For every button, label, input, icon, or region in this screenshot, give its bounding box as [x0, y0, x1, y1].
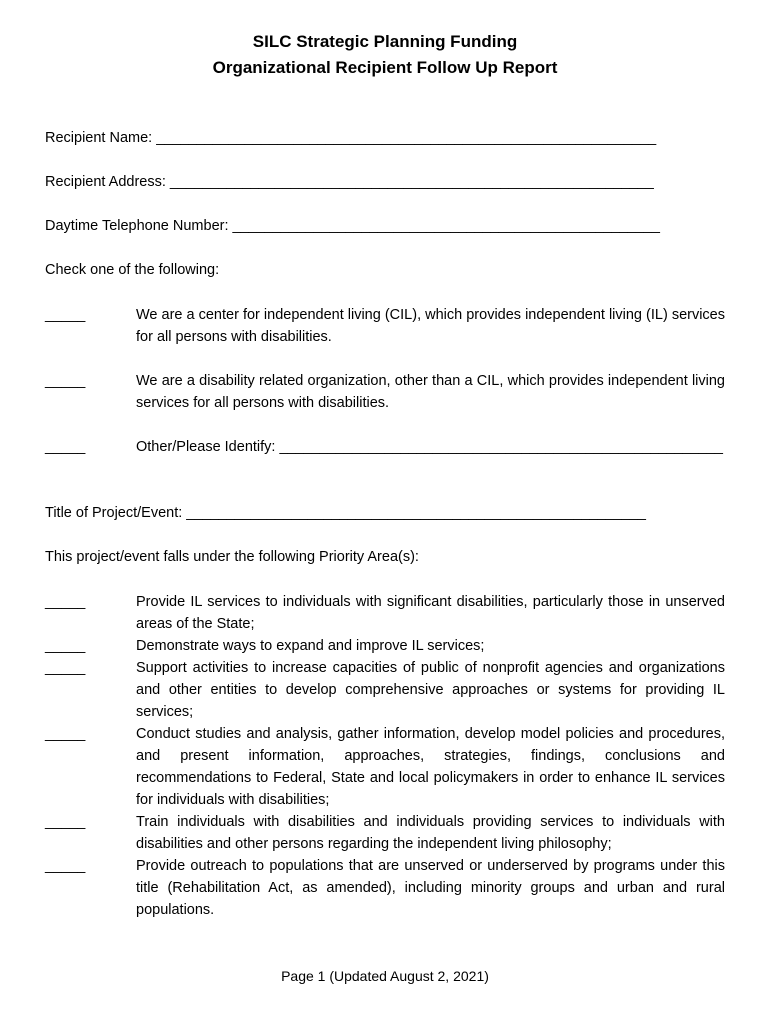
recipient-address-field[interactable]: Recipient Address: ____________________________________________________________	[45, 174, 654, 190]
project-title-field[interactable]: Title of Project/Event: _________________________________________________________	[45, 505, 646, 521]
priority-item-4: Conduct studies and analysis, gather information, develop model policies and procedures, and present information, approaches, strategies, findings, conclusions and recommendations to Federal, State and local policymakers in order to enhance IL services for individuals with disabilities;	[136, 726, 725, 808]
page-title-line-2: Organizational Recipient Follow Up Report	[212, 58, 558, 77]
check-option-blank-other[interactable]: _____	[45, 439, 86, 455]
priority-item-5: Train individuals with disabilities and individuals providing services to individuals with disabilities and other persons regarding the independent living philosophy;	[136, 814, 725, 852]
priority-blank-6[interactable]: _____	[45, 858, 86, 874]
priority-item-6: Provide outreach to populations that are unserved or underserved by programs under this title (Rehabilitation Act, as amended), including minority groups and urban and rural populations.	[136, 858, 725, 918]
check-option-other[interactable]: Other/Please Identify: _______________________________________________________	[136, 439, 723, 455]
check-option-blank-disability-org[interactable]: _____	[45, 373, 86, 389]
priority-item-2: Demonstrate ways to expand and improve IL services;	[136, 638, 485, 654]
priority-blank-1[interactable]: _____	[45, 594, 86, 610]
page-title-line-1: SILC Strategic Planning Funding	[252, 32, 518, 51]
priority-blank-4[interactable]: _____	[45, 726, 86, 742]
page-footer: Page 1 (Updated August 2, 2021)	[281, 968, 489, 984]
check-option-blank-cil[interactable]: _____	[45, 307, 86, 323]
check-option-disability-org: We are a disability related organization, other than a CIL, which provides independent living services for all persons with disabilities.	[136, 373, 725, 411]
priority-item-1: Provide IL services to individuals with significant disabilities, particularly those in unserved areas of the State;	[136, 594, 725, 632]
check-option-cil: We are a center for independent living (CIL), which provides independent living (IL) services for all persons with disabilities.	[136, 307, 725, 345]
priority-item-3: Support activities to increase capacities of public of nonprofit agencies and organizations and other entities to develop comprehensive approaches or systems for providing IL services;	[136, 660, 725, 720]
priority-blank-3[interactable]: _____	[45, 660, 86, 676]
recipient-name-field[interactable]: Recipient Name: ______________________________________________________________	[45, 130, 657, 146]
check-section-heading: Check one of the following:	[45, 262, 220, 278]
priority-blank-5[interactable]: _____	[45, 814, 86, 830]
priority-area-heading: This project/event falls under the following Priority Area(s):	[45, 549, 419, 565]
daytime-telephone-field[interactable]: Daytime Telephone Number: _____________________________________________________	[45, 218, 660, 234]
priority-blank-2[interactable]: _____	[45, 638, 86, 654]
